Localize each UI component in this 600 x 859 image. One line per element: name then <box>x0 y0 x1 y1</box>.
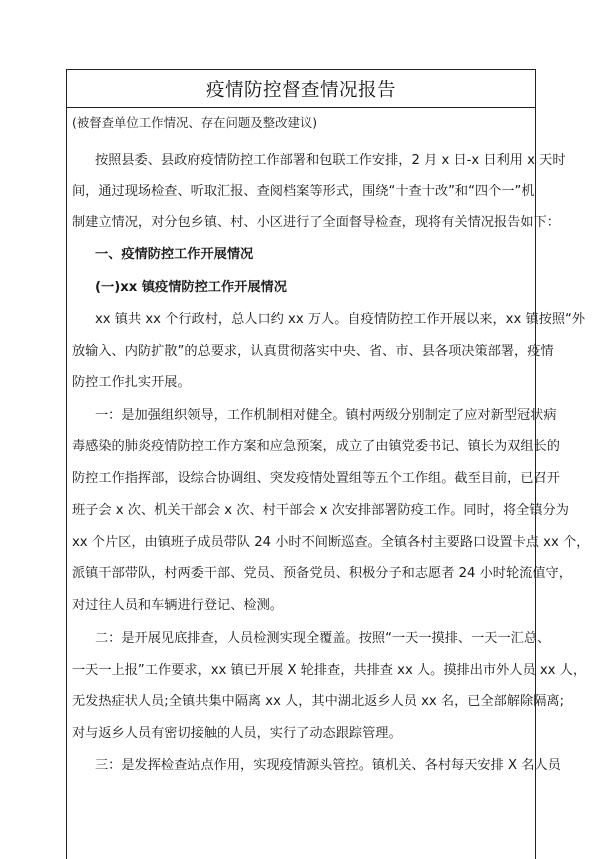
section-heading: 一、疫情防控工作开展情况 <box>95 247 254 262</box>
paragraph-line: 班子会 x 次、机关干部会 x 次、村干部会 x 次安排部署防疫工作。同时，将全镇分为 <box>72 503 569 518</box>
paragraph-line: 对过往人员和车辆进行登记、检测。 <box>72 598 283 613</box>
paragraph-line: 对与返乡人员有密切接触的人员，实行了动态跟踪管理。 <box>72 726 402 741</box>
paragraph-line: 制建立情况，对分包乡镇、村、小区进行了全面督导检查，现将有关情况报告如下： <box>72 215 560 230</box>
title-row <box>67 70 535 108</box>
subsection-heading: (一)xx 镇疫情防控工作开展情况 <box>95 280 287 295</box>
paragraph-line: xx 个片区，由镇班子成员带队 24 小时不间断巡查。全镇各村主要路口设置卡点 xx 个， <box>72 535 590 550</box>
paragraph-line: 一天一上报”工作要求，xx 镇已开展 X 轮排查，共排查 xx 人。摸排出市外人员 xx 人， <box>72 663 587 678</box>
report-table <box>66 69 590 859</box>
paragraph-line: 按照县委、县政府疫情防控工作部署和包联工作安排，2 月 x 日-x 日利用 x 天时 <box>95 153 566 168</box>
paragraph-line: 三：是发挥检查站点作用，实现疫情源头管控。镇机关、各村每天安排 X 名人员 <box>95 758 561 773</box>
report-title: 疫情防控督查情况报告 <box>205 79 396 101</box>
paragraph-line: 派镇干部带队，村两委干部、党员、预备党员、积极分子和志愿者 24 小时轮流值守， <box>72 566 572 581</box>
paragraph-line: 放输入、内防扩散”的总要求，认真贯彻落实中央、省、市、县各项决策部署，疫情 <box>72 344 554 359</box>
paragraph-line: xx 镇共 xx 个行政村，总人口约 xx 万人。自疫情防控工作开展以来，xx 镇按照“外 <box>95 312 586 327</box>
paragraph-line: 无发热症状人员;全镇共集中隔离 xx 人，其中湖北返乡人员 xx 名，已全部解除隔离; <box>72 694 565 709</box>
paragraph-line: 防控工作指挥部，设综合协调组、突发疫情处置组等五个工作组。截至目前，已召开 <box>72 471 560 486</box>
paragraph-line: 防控工作扎实开展。 <box>72 375 191 390</box>
paragraph-line: 毒感染的肺炎疫情防控工作方案和应急预案，成立了由镇党委书记、镇长为双组长的 <box>72 439 560 454</box>
paragraph-line: 二：是开展见底排查，人员检测实现全覆盖。按照“一天一摸排、一天一汇总、 <box>95 631 551 646</box>
paragraph-line: 一：是加强组织领导，工作机制相对健全。镇村两级分别制定了应对新型冠状病 <box>95 408 557 423</box>
paragraph-line: 间，通过现场检查、听取汇报、查阅档案等形式，围绕“十查十改”和“四个一”机 <box>72 184 535 199</box>
report-subtitle: (被督查单位工作情况、存在问题及整改建议) <box>72 115 318 130</box>
